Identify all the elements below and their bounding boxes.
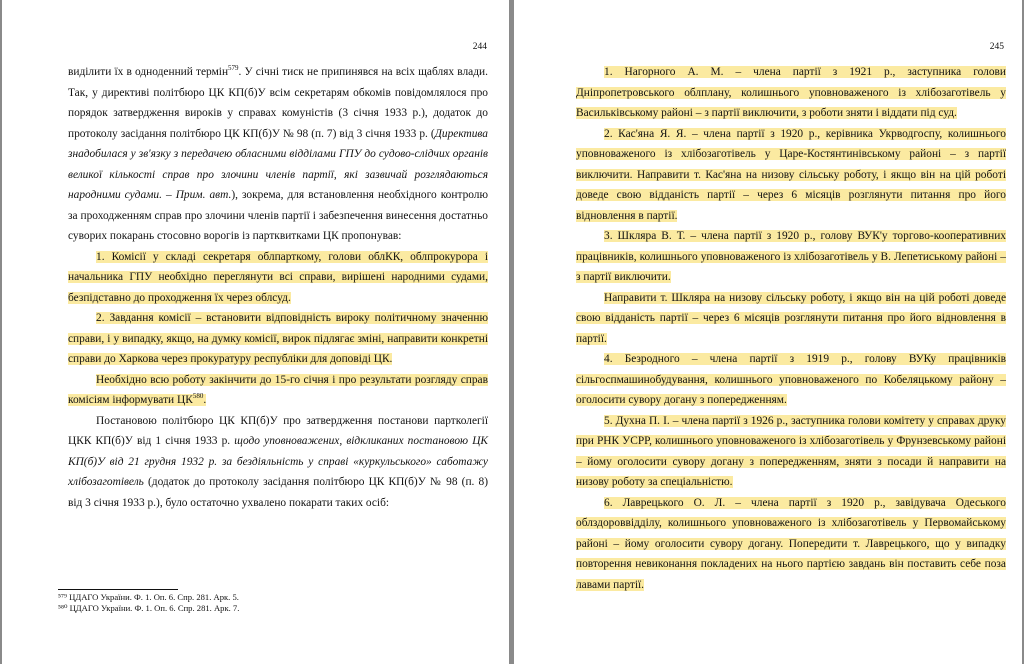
footnote-579: ⁵⁷⁹ ЦДАГО України. Ф. 1. Оп. 6. Спр. 281. Арк. 5. [58,592,239,602]
footnote-ref[interactable]: 580 [192,392,204,401]
paragraph-highlighted: 3. Шкляра В. Т. – члена партії з 1920 р., голову ВУК'у торгово-кооперативних працівників, колишнього уповноваженого із хлібозаготівель у В. Лепетиському районі – з партії виключити. [576,230,1006,283]
left-page [2,0,509,664]
paragraph-highlighted: 1. Нагорного А. М. – члена партії з 1921 р., заступника голови Дніпропетровського облплану, колишнього уповноваженого із хлібозаготівель у Васильківському районі – з партії виключити, з роботи зняти і віддати під суд. [576,66,1006,119]
right-page-text [576,62,1006,595]
paragraph-highlighted: 2. Завдання комісії – встановити відповідність вироку політичному значенню справи, і у випадку, якщо, на думку комісії, вирок підлягає зміні, направити конкретні справи до Харкова через прокуратуру республіки для доповіді ЦК. [68,312,488,365]
paragraph-highlighted: 5. Духна П. І. – члена партії з 1926 р., заступника голови комітету у справах друку при РНК УСРР, колишнього уповноваженого із хлібозаготівель у Фрунзевському районі – йому оголосити сувору догану з попередженням, зняти з посади й направити на низову роботу за спеціальністю. [576,414,1006,488]
footnotes [58,592,239,614]
paragraph-highlighted: 1. Комісії у складі секретаря облпарткому, голови облКК, облпрокурора і начальника ГПУ необхідно переглянути всі справи, вирішені народними судами, безпідставно до проходження їх через облсуд. [68,250,488,304]
page-number: 244 [472,42,487,52]
paragraph-highlighted: 6. Лаврецького О. Л. – члена партії з 1920 р., завідувача Одеського облздороввідділу, колишнього уповноваженого із хлібозаготівель у Первомайському районі – йому оголосити сувору догану. Попередити т. Лаврецького, що у випадку повторення невиконання покладених на нього партією завдань він поставить себе поза лавами партії. [576,496,1006,591]
paragraph-highlighted: 4. Безродного – члена партії з 1919 р., голову ВУКу працівників сільгоспмашинобудування, колишнього уповноваженого по Кобеляцькому району – оголосити сувору догану з попередженням. [576,353,1006,406]
paragraph: Постановою політбюро ЦК КП(б)У про затвердження постанови партколегії ЦКК КП(б)У від 1 січня 1933 р. щодо уповноважених, відкликаних постановою ЦК КП(б)У від 21 грудня 1932 р. за бездіяльність у справі «куркульського» саботажу хлібозаготівель (додаток до протоколу засідання політбюро ЦК КП(б)У № 98 (п. 8) від 3 січня 1933 р.), було остаточно ухвалено покарати таких осіб: [68,414,488,509]
paragraph: виділити їх в одноденний термін$^{579}$. У січні тиск не припинявся на всіх щаблях влади. Так, у директиві політбюро ЦК КП(б)У всім секретарям обкомів повідомлялося про порядок затвердження вироків у справах комуністів (3 січня 1933 р.), додаток до протоколу засідання політбюро ЦК КП(б)У № 98 (п. 7) від 3 січня 1933 р. (Директива знадобилася у зв'язку з передачею обласними відділами ГПУ до судово-слідчих органів великої кількості справ про злочини членів партії, які зазвичай розглядаються народними судами. – Прим. авт.), зокрема, для встановлення необхідного контролю за проходженням справ про злочини членів партії і забезпечення винесення достатньо суворих покарань стосовно ворогів із партквитками ЦК пропонував: [68,64,488,242]
paragraph-highlighted: Направити т. Шкляра на низову сільську роботу, і якщо він на цій роботі доведе свою відданість партії – через 6 місяців розглянути питання про його відновлення в партії. [576,291,1006,345]
footnote-580: ⁵⁸⁰ ЦДАГО України. Ф. 1. Оп. 6. Спр. 281. Арк. 7. [58,603,240,613]
footnote-divider [58,589,178,590]
paragraph-highlighted: 2. Кас'яна Я. Я. – члена партії з 1920 р., керівника Укрводгоспу, колишнього уповноваженого із хлібозаготівель у Царе-Костянтинівському районі – з партії виключити. Направити т. Кас'яна на низову сільську роботу, і якщо він на цій роботі доведе свою відданість партії – через 6 місяців розглянути питання про його відновлення в партії. [576,127,1006,222]
left-page-text [68,62,488,513]
footnote-ref[interactable]: 579 [228,64,239,73]
page-number: 245 [989,42,1004,52]
right-page [514,0,1022,664]
paragraph-highlighted: Необхідно всю роботу закінчити до 15-го січня і про результати розгляду справ комісіям інформувати ЦК$^{580}$. [68,373,488,406]
